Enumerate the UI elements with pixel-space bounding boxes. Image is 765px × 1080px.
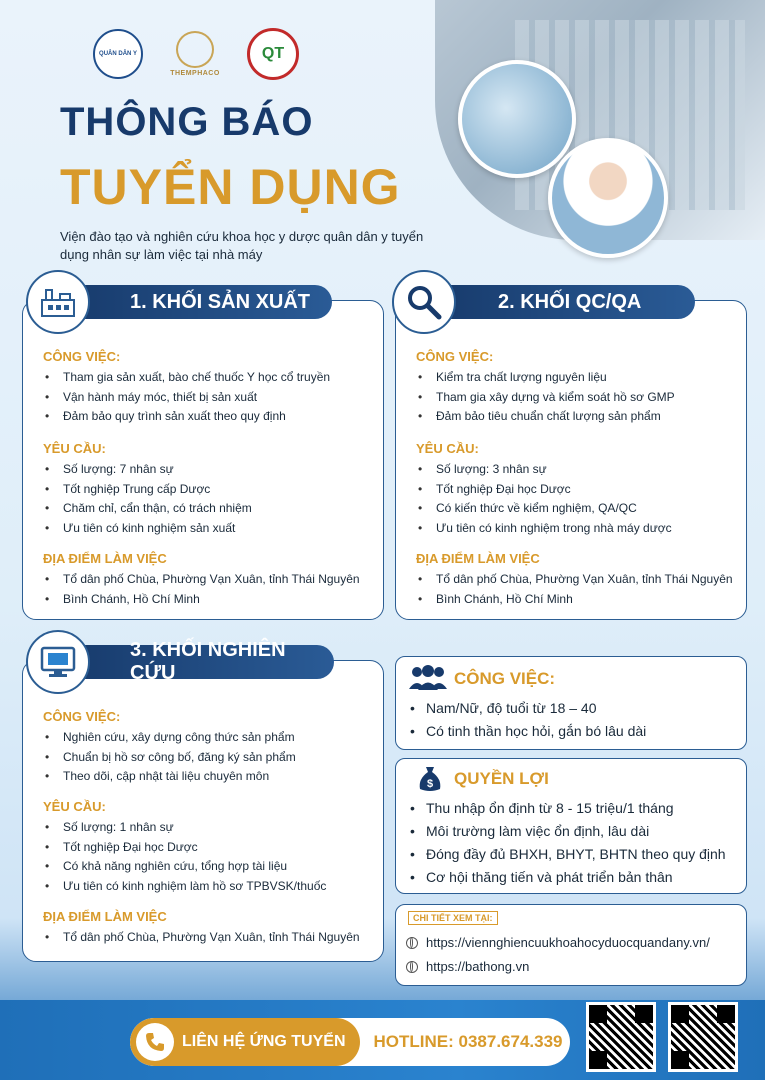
list-item: • Tổ dân phố Chùa, Phường Vạn Xuân, tỉnh Thái Nguyên — [416, 570, 733, 590]
list-item: • Thu nhập ổn định từ 8 - 15 triệu/1 tháng — [406, 797, 726, 820]
qcqa-reqs: YÊU CẦU: • Số lượng: 3 nhân sự • Tốt nghiệp Đại học Dược • Có kiến thức về kiểm nghiệm, QA/QC • Ưu tiên có kinh nghiệm trong nhà máy dược — [416, 441, 672, 538]
qt-logo: QT — [247, 28, 299, 80]
themphaco-logo: THEMPHACO — [165, 31, 225, 77]
production-reqs: YÊU CẦU: • Số lượng: 7 nhân sự • Tốt nghiệp Trung cấp Dược • Chăm chỉ, cẩn thận, có trách nhiệm • Ưu tiên có kinh nghiệm sản xuất — [43, 441, 252, 538]
subtitle: Viện đào tạo và nghiên cứu khoa học y dược quân dân y tuyển dụng nhân sự làm việc tại nhà máy — [60, 229, 424, 262]
block-qcqa-card — [395, 300, 747, 620]
globe-icon — [406, 937, 418, 949]
hotline[interactable]: HOTLINE: 0387.674.339 — [373, 1032, 563, 1051]
benefits-title: QUYỀN LỢI — [454, 769, 549, 788]
svg-text:$: $ — [426, 778, 434, 790]
lab-workers-photo — [458, 60, 576, 178]
list-item: • Môi trường làm việc ổn định, lâu dài — [406, 820, 726, 843]
block-production-header: 1. KHỐI SẢN XUẤT — [62, 285, 332, 319]
research-locations: ĐỊA ĐIỂM LÀM VIỆC • Tổ dân phố Chùa, Phường Vạn Xuân, tỉnh Thái Nguyên — [43, 909, 360, 948]
globe-icon — [406, 961, 418, 973]
website-link-2[interactable]: https://bathong.vn — [406, 959, 529, 974]
list-item: • Chăm chỉ, cẩn thận, có trách nhiệm — [43, 499, 252, 519]
money-bag-icon — [418, 765, 442, 798]
people-icon — [408, 665, 448, 696]
list-item: • Nam/Nữ, độ tuổi từ 18 – 40 — [406, 697, 646, 720]
list-item: • Số lượng: 1 nhân sự — [43, 818, 326, 838]
block-research-header: 3. KHỐI NGHIÊN CỨU — [62, 645, 334, 679]
list-item: • Tốt nghiệp Trung cấp Dược — [43, 480, 252, 500]
qcqa-locations: ĐỊA ĐIỂM LÀM VIỆC • Tổ dân phố Chùa, Phường Vạn Xuân, tỉnh Thái Nguyên • Bình Chánh, Hồ Chí Minh — [416, 551, 733, 609]
phone-icon — [136, 1023, 174, 1061]
benefits-box — [395, 758, 747, 894]
list-item: • Tổ dân phố Chùa, Phường Vạn Xuân, tỉnh Thái Nguyên — [43, 570, 360, 590]
research-jobs: CÔNG VIỆC: • Nghiên cứu, xây dựng công thức sản phẩm • Chuẩn bị hồ sơ công bố, đăng ký sản phẩm • Theo dõi, cập nhật tài liệu chuyên môn — [43, 709, 296, 787]
list-item: • Vận hành máy móc, thiết bị sản xuất — [43, 388, 330, 408]
list-item: • Ưu tiên có kinh nghiệm trong nhà máy dược — [416, 519, 672, 539]
list-item: • Ưu tiên có kinh nghiệm làm hồ sơ TPBVSK/thuốc — [43, 877, 326, 897]
website-link-1[interactable]: https://viennghiencuukhoahocyduocquandany.vn/ — [406, 935, 710, 950]
production-jobs: CÔNG VIỆC: • Tham gia sản xuất, bào chế thuốc Y học cổ truyền • Vận hành máy móc, thiết bị sản xuất • Đảm bảo quy trình sản xuất theo quy định — [43, 349, 330, 427]
qr-code-2[interactable] — [668, 1002, 738, 1072]
list-item: • Có khả năng nghiên cứu, tổng hợp tài liệu — [43, 857, 326, 877]
list-item: • Có tinh thần học hỏi, gắn bó lâu dài — [406, 720, 646, 743]
title-recruitment: TUYỂN DỤNG — [60, 159, 401, 215]
qcqa-jobs: CÔNG VIỆC: • Kiểm tra chất lượng nguyên liệu • Tham gia xây dựng và kiểm soát hồ sơ GMP • Đảm bảo tiêu chuẩn chất lượng sản phẩm — [416, 349, 675, 427]
list-item: • Ưu tiên có kinh nghiệm sản xuất — [43, 519, 252, 539]
production-locations: ĐỊA ĐIỂM LÀM VIỆC • Tổ dân phố Chùa, Phường Vạn Xuân, tỉnh Thái Nguyên • Bình Chánh, Hồ Chí Minh — [43, 551, 360, 609]
list-item: • Đảm bảo tiêu chuẩn chất lượng sản phẩm — [416, 407, 675, 427]
list-item: • Tham gia xây dựng và kiểm soát hồ sơ GMP — [416, 388, 675, 408]
apply-button[interactable]: LIÊN HỆ ỨNG TUYỂN — [130, 1018, 360, 1066]
list-item: • Cơ hội thăng tiến và phát triển bản thân — [406, 866, 726, 889]
monitor-icon — [26, 630, 90, 694]
links-label: CHI TIẾT XEM TẠI: — [408, 911, 498, 925]
block-production-card — [22, 300, 384, 620]
research-reqs: YÊU CẦU: • Số lượng: 1 nhân sự • Tốt nghiệp Đại học Dược • Có khả năng nghiên cứu, tổng hợp tài liệu • Ưu tiên có kinh nghiệm làm hồ sơ TPBVSK/thuốc — [43, 799, 326, 896]
list-item: • Đóng đầy đủ BHXH, BHYT, BHTN theo quy định — [406, 843, 726, 866]
block-qcqa-header: 2. KHỐI QC/QA — [430, 285, 695, 319]
list-item: • Bình Chánh, Hồ Chí Minh — [416, 590, 733, 610]
links-box — [395, 904, 747, 986]
list-item: • Tham gia sản xuất, bào chế thuốc Y học cổ truyền — [43, 368, 330, 388]
list-item: • Có kiến thức về kiểm nghiệm, QA/QC — [416, 499, 672, 519]
title-notice: THÔNG BÁO — [60, 100, 314, 144]
qr-code-1[interactable] — [586, 1002, 656, 1072]
list-item: • Số lượng: 7 nhân sự — [43, 460, 252, 480]
doctor-photo — [548, 138, 668, 258]
list-item: • Đảm bảo quy trình sản xuất theo quy định — [43, 407, 330, 427]
general-title: CÔNG VIỆC: — [454, 669, 556, 688]
logo-row — [93, 28, 299, 80]
institute-logo: QUÂN DÂN Y — [93, 29, 143, 79]
list-item: • Tốt nghiệp Đại học Dược — [416, 480, 672, 500]
list-item: • Số lượng: 3 nhân sự — [416, 460, 672, 480]
factory-icon — [26, 270, 90, 334]
list-item: • Tổ dân phố Chùa, Phường Vạn Xuân, tỉnh Thái Nguyên — [43, 928, 360, 948]
list-item: • Chuẩn bị hồ sơ công bố, đăng ký sản phẩm — [43, 748, 296, 768]
magnifier-icon — [392, 270, 456, 334]
list-item: • Nghiên cứu, xây dựng công thức sản phẩm — [43, 728, 296, 748]
list-item: • Bình Chánh, Hồ Chí Minh — [43, 590, 360, 610]
contact-bar — [130, 1018, 570, 1066]
general-requirements-box — [395, 656, 747, 750]
list-item: • Kiểm tra chất lượng nguyên liệu — [416, 368, 675, 388]
list-item: • Theo dõi, cập nhật tài liệu chuyên môn — [43, 767, 296, 787]
block-research-card — [22, 660, 384, 962]
list-item: • Tốt nghiệp Đại học Dược — [43, 838, 326, 858]
